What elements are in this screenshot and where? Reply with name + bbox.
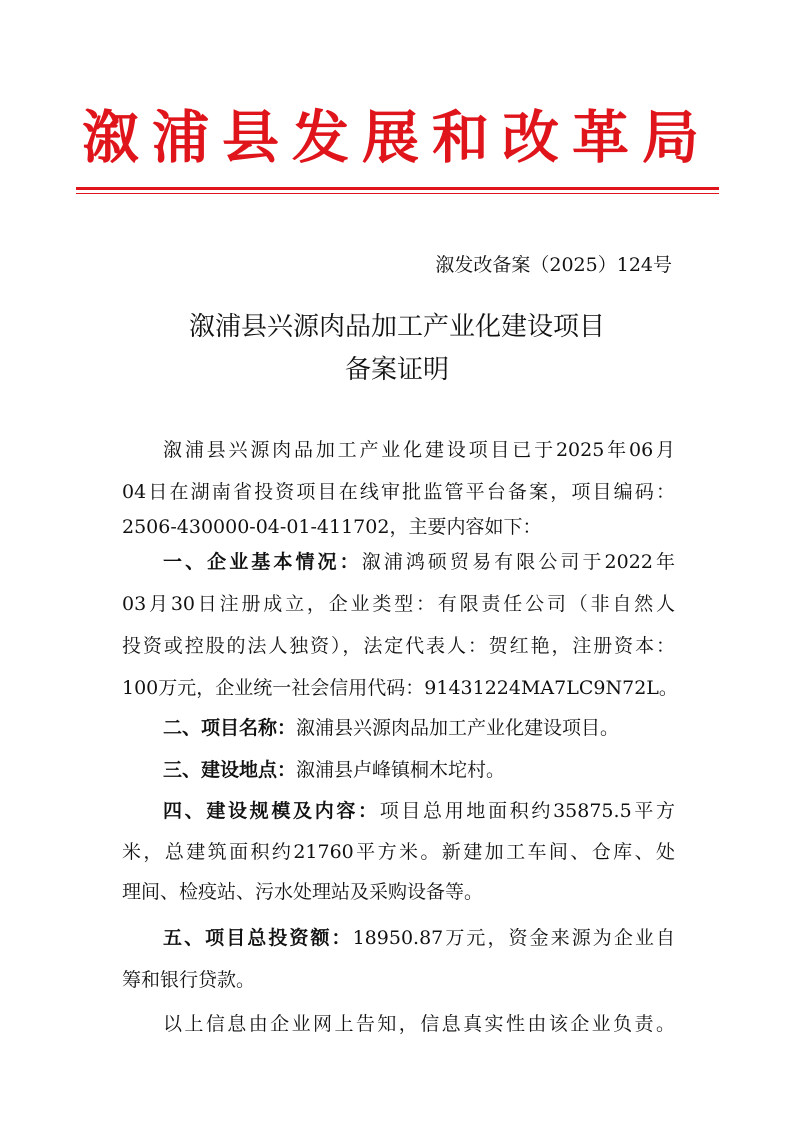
intro-line3: 2506-430000-04-01-411702，主要内容如下： xyxy=(122,516,542,538)
section3-text: 溆浦县卢峰镇桐木坨村。 xyxy=(296,759,506,781)
section4-line1 xyxy=(163,799,675,823)
closing-statement: 以上信息由企业网上告知，信息真实性由该企业负责。 xyxy=(163,1013,675,1035)
section4-heading: 四、建设规模及内容： xyxy=(163,800,380,822)
section5-line1 xyxy=(163,926,675,950)
section1-heading: 一、企业基本情况： xyxy=(163,551,362,573)
section1-line2: 03月30日注册成立，企业类型：有限责任公司（非自然人 xyxy=(122,593,675,615)
intro-line1: 溆浦县兴源肉品加工产业化建设项目已于2025年06月 xyxy=(163,439,675,461)
intro-line2: 04日在湖南省投资项目在线审批监管平台备案，项目编码： xyxy=(122,481,675,503)
section3-heading: 三、建设地点： xyxy=(163,759,297,781)
section5-line1-text: 18950.87万元，资金来源为企业自 xyxy=(352,927,675,949)
section3-line xyxy=(163,758,675,782)
document-number: 溆发改备案（2025）124号 xyxy=(435,254,672,276)
agency-header-title: 溆浦县发展和改革局 xyxy=(82,104,712,171)
section1-line1-text: 溆浦鸿硕贸易有限公司于2022年 xyxy=(361,551,675,573)
section1-line1 xyxy=(163,550,675,574)
section4-line2: 米，总建筑面积约21760平方米。新建加工车间、仓库、处 xyxy=(122,841,675,863)
section2-line xyxy=(163,716,675,740)
section2-text: 溆浦县兴源肉品加工产业化建设项目。 xyxy=(296,717,620,739)
header-divider-thick xyxy=(76,187,719,190)
section5-line2: 筹和银行贷款。 xyxy=(122,969,256,991)
section5-heading: 五、项目总投资额： xyxy=(163,927,353,949)
section4-line3: 理间、检疫站、污水处理站及采购设备等。 xyxy=(122,881,484,903)
section1-line3: 投资或控股的法人独资），法定代表人：贺红艳，注册资本： xyxy=(122,635,675,657)
section2-heading: 二、项目名称： xyxy=(163,717,297,739)
document-title-line2: 备案证明 xyxy=(344,355,449,385)
header-divider-thin xyxy=(76,193,719,194)
document-title-line1: 溆浦县兴源肉品加工产业化建设项目 xyxy=(188,312,605,342)
section1-line4: 100万元，企业统一社会信用代码：91431224MA7LC9N72L。 xyxy=(122,677,678,699)
section4-line1-text: 项目总用地面积约35875.5平方 xyxy=(379,800,675,822)
